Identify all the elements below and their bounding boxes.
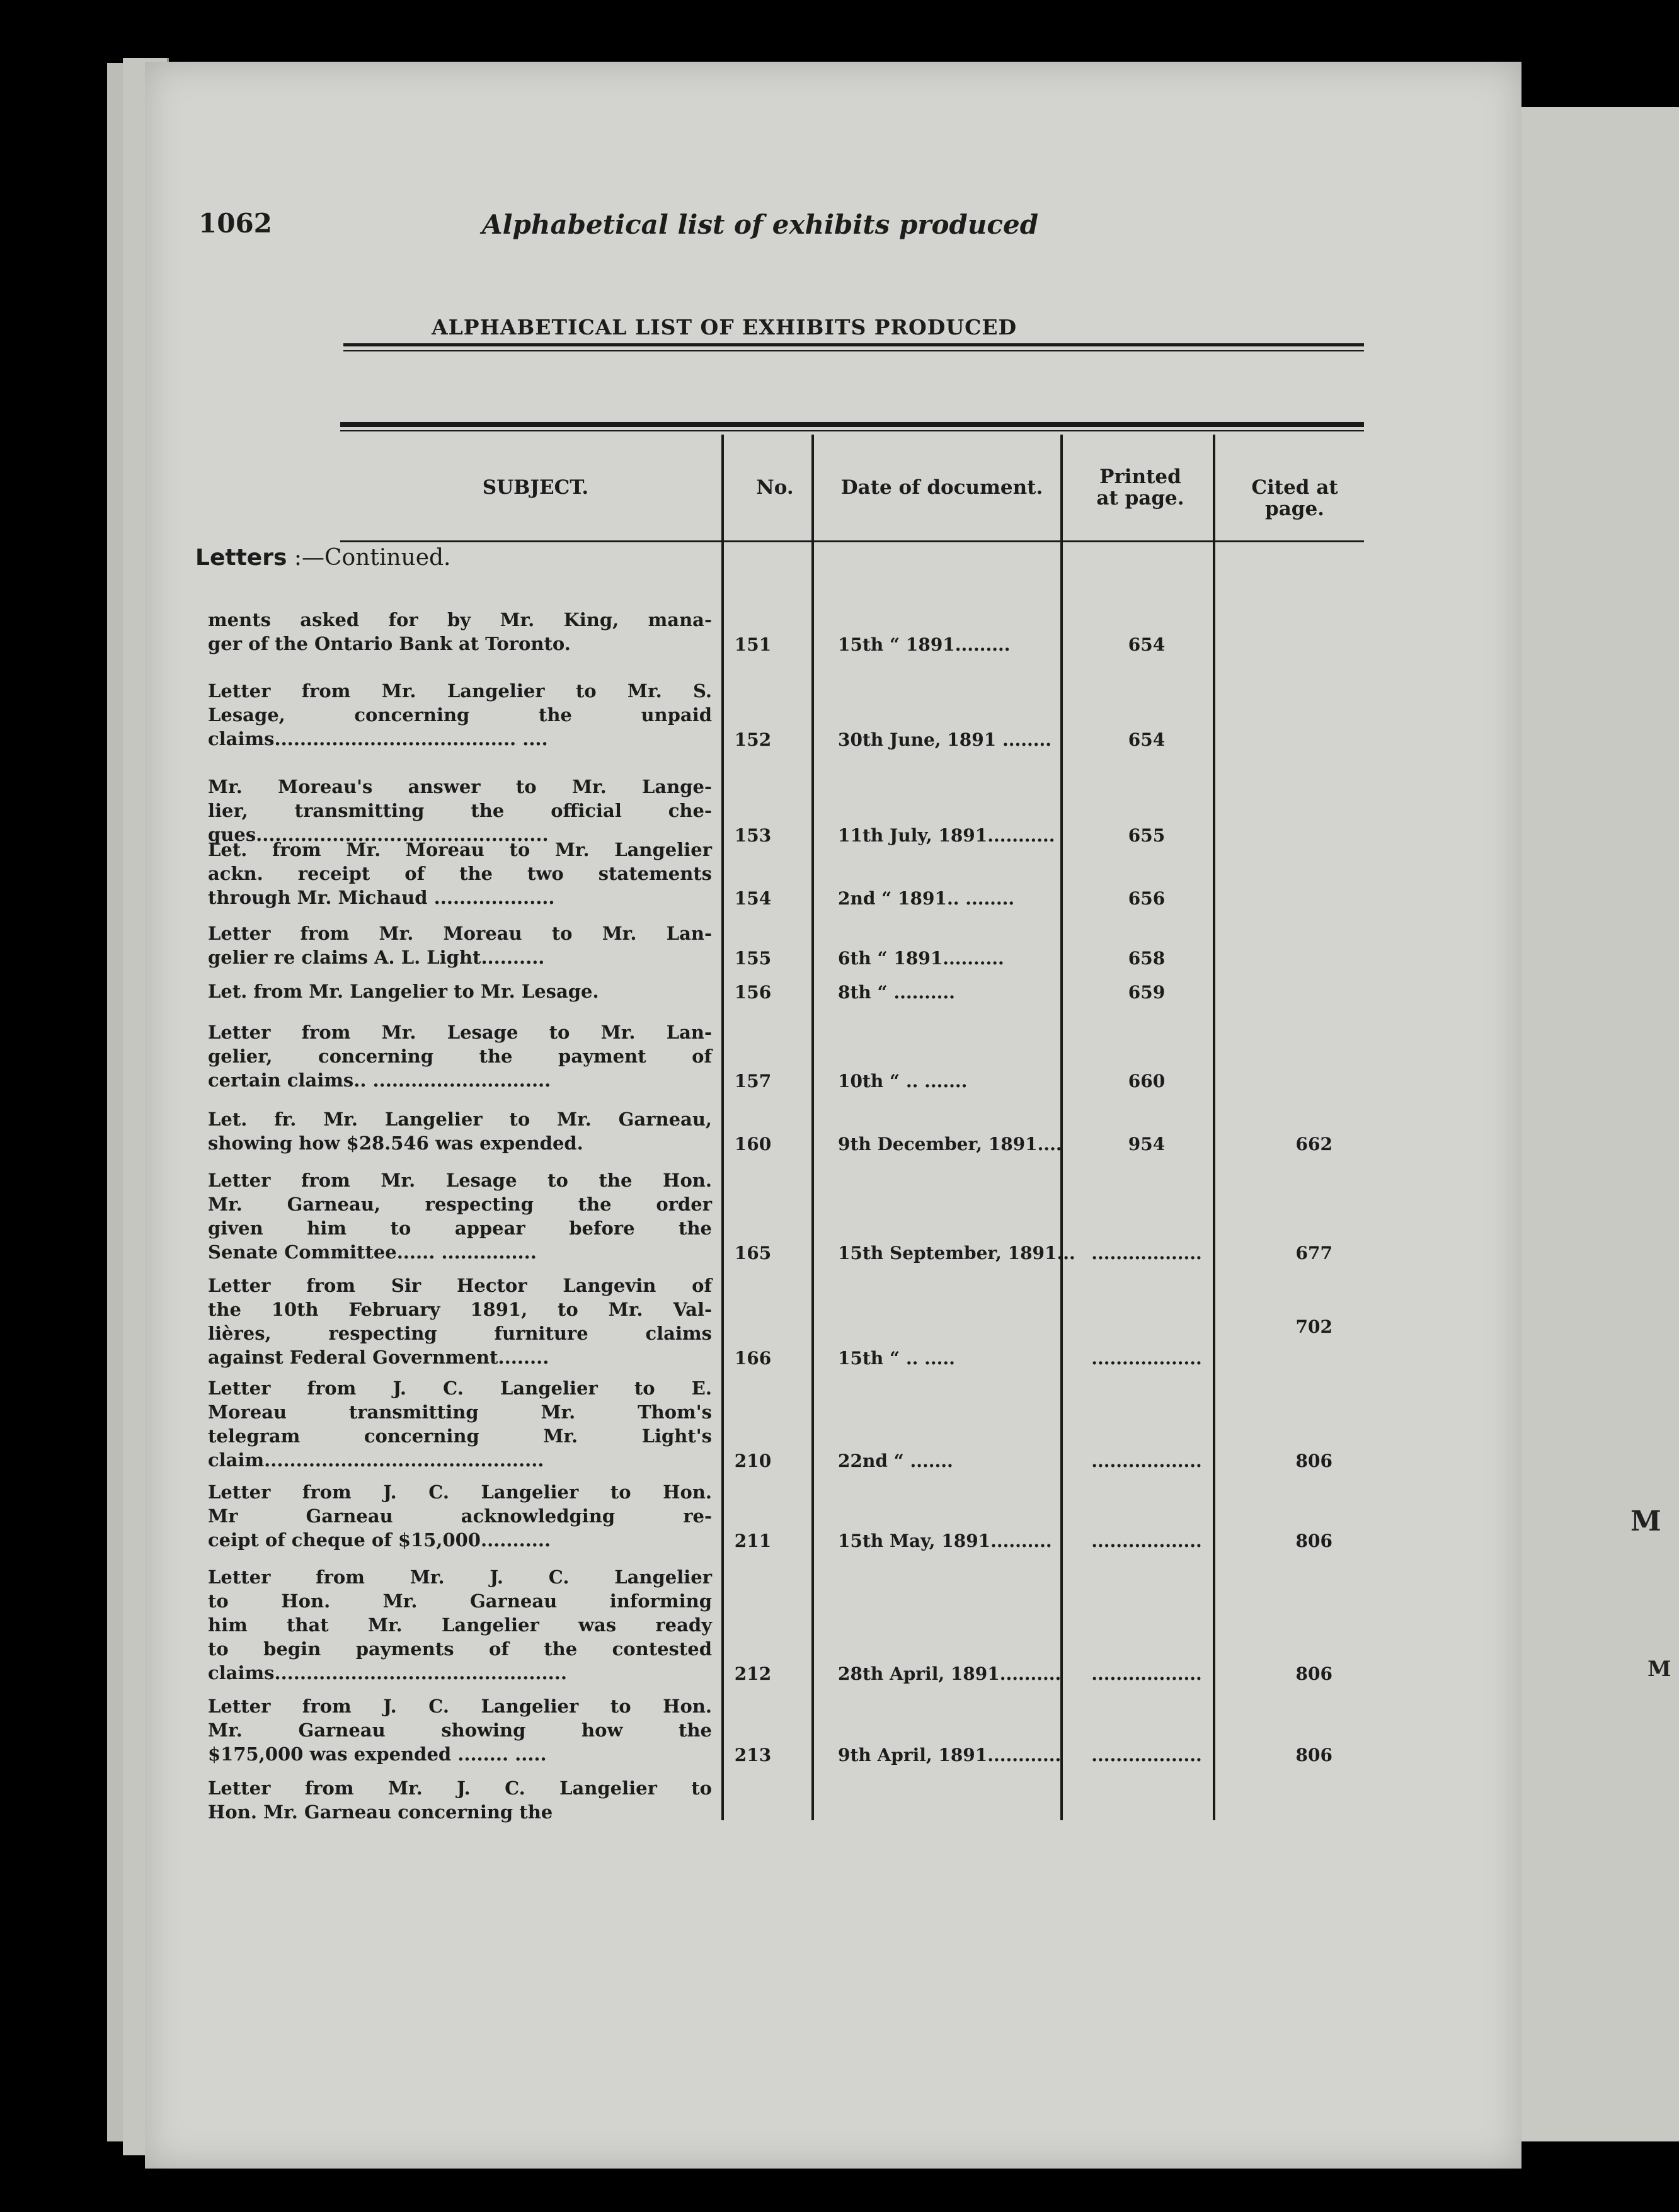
table-top-rule — [340, 422, 1364, 427]
header-rule — [343, 343, 1364, 346]
row-subject-line: Senate Committee...... ............... — [208, 1241, 537, 1263]
row-subject — [208, 1376, 712, 1472]
row-subject-line: claims...................................... .... — [208, 728, 548, 750]
row-printed-page: 660 — [1128, 1071, 1166, 1092]
row-date: 9th December, 1891.... — [838, 1134, 1062, 1154]
row-subject-line: claim............................................ — [208, 1449, 544, 1471]
section-label-rest: :—Continued. — [287, 545, 451, 571]
row-subject-line: ackn. receipt of the two statements — [208, 863, 712, 884]
row-subject-line: Letter from Mr. Lesage to Mr. Lan- — [208, 1022, 712, 1043]
row-number: 152 — [734, 729, 772, 750]
column-header-date: Date of document. — [840, 476, 1043, 499]
row-subject-line: certain claims.. ............................ — [208, 1069, 551, 1091]
row-subject-line: ceipt of cheque of $15,000........... — [208, 1529, 551, 1551]
row-cited-page: 662 — [1295, 1134, 1332, 1154]
row-subject — [208, 679, 712, 751]
row-subject — [208, 921, 712, 969]
row-number: 210 — [734, 1451, 772, 1471]
row-subject-line: Letter from J. C. Langelier to Hon. — [208, 1481, 712, 1503]
column-header-cited: Cited at page. — [1251, 476, 1338, 520]
row-subject-line: Hon. Mr. Garneau concerning the — [208, 1801, 553, 1823]
row-subject-line: given him to appear before the — [208, 1217, 712, 1239]
row-subject-line: Mr. Garneau, respecting the order — [208, 1194, 712, 1215]
row-subject-line: to begin payments of the contested — [208, 1638, 712, 1660]
header-rule — [343, 350, 1364, 351]
row-subject-line: Mr Garneau acknowledging re- — [208, 1505, 712, 1527]
row-subject-line: Letter from J. C. Langelier to E. — [208, 1377, 712, 1399]
row-subject-line: Letter from J. C. Langelier to Hon. — [208, 1696, 712, 1717]
row-cited-page: 702 — [1295, 1316, 1332, 1337]
row-date: 8th “ .......... — [838, 982, 955, 1003]
row-subject-line: Letter from Mr. Langelier to Mr. S. — [208, 680, 712, 702]
row-subject-line: against Federal Government........ — [208, 1347, 549, 1368]
row-subject — [208, 1694, 712, 1766]
adjacent-page-fragment: M — [1647, 1656, 1671, 1682]
column-divider — [721, 435, 724, 1820]
column-header-printed — [1065, 466, 1216, 509]
row-subject-line: to Hon. Mr. Garneau informing — [208, 1590, 712, 1612]
running-head: Alphabetical list of exhibits produced — [482, 209, 1039, 240]
row-subject-line: showing how $28.546 was expended. — [208, 1132, 583, 1154]
row-subject-line: gelier re claims A. L. Light.......... — [208, 947, 545, 968]
row-number: 156 — [734, 982, 772, 1003]
row-date: 30th June, 1891 ........ — [838, 729, 1052, 750]
row-subject — [208, 1480, 712, 1552]
row-subject-line: Let. from Mr. Langelier to Mr. Lesage. — [208, 981, 599, 1002]
row-subject-line: Letter from Sir Hector Langevin of — [208, 1275, 712, 1296]
row-subject — [208, 1107, 712, 1155]
row-printed-page: .................. — [1091, 1531, 1202, 1551]
row-date: 15th September, 1891... — [838, 1243, 1075, 1263]
row-subject-line: lier, transmitting the official che- — [208, 800, 712, 821]
row-date: 6th “ 1891.......... — [838, 948, 1004, 969]
row-printed-page: 659 — [1128, 982, 1166, 1003]
row-subject-line: him that Mr. Langelier was ready — [208, 1614, 712, 1636]
row-date: 9th April, 1891............ — [838, 1745, 1062, 1765]
row-subject-line: lières, respecting furniture claims — [208, 1323, 712, 1344]
row-printed-page: 654 — [1128, 729, 1166, 750]
row-number: 165 — [734, 1243, 772, 1263]
row-number: 153 — [734, 825, 772, 846]
row-printed-page: 655 — [1128, 825, 1166, 846]
section-label-bold: Letters — [195, 545, 287, 571]
header-bottom-rule — [340, 540, 1364, 542]
row-printed-page: 656 — [1128, 888, 1166, 909]
row-printed-page: .................. — [1091, 1348, 1202, 1369]
row-printed-page: 654 — [1128, 634, 1166, 655]
row-subject-line: Moreau transmitting Mr. Thom's — [208, 1401, 712, 1423]
row-number: 212 — [734, 1663, 772, 1684]
row-subject-line: gelier, concerning the payment of — [208, 1046, 712, 1067]
row-subject-line: $175,000 was expended ........ ..... — [208, 1743, 547, 1765]
row-date: 10th “ .. ....... — [838, 1071, 968, 1092]
row-number: 151 — [734, 634, 772, 655]
adjacent-page-edge — [1515, 107, 1679, 2141]
adjacent-page-fragment: M — [1630, 1505, 1661, 1537]
page-number: 1062 — [198, 208, 272, 239]
row-printed-page: 954 — [1128, 1134, 1166, 1154]
row-subject — [208, 608, 712, 656]
row-number: 211 — [734, 1531, 772, 1551]
row-subject-line: the 10th February 1891, to Mr. Val- — [208, 1299, 712, 1320]
row-cited-page: 806 — [1295, 1531, 1332, 1551]
column-header-subject: SUBJECT. — [482, 476, 589, 499]
row-number: 160 — [734, 1134, 772, 1154]
table-title: ALPHABETICAL LIST OF EXHIBITS PRODUCED — [432, 315, 1017, 339]
row-subject-line: Letter from Mr. J. C. Langelier — [208, 1566, 712, 1588]
row-subject — [208, 1776, 712, 1824]
column-divider — [1060, 435, 1063, 1820]
row-subject-line: Let. from Mr. Moreau to Mr. Langelier — [208, 839, 712, 860]
row-subject — [208, 838, 712, 909]
column-header-no: No. — [756, 476, 794, 499]
row-subject-line: Lesage, concerning the unpaid — [208, 704, 712, 726]
row-subject-line: Mr. Garneau showing how the — [208, 1719, 712, 1741]
row-date: 15th “ .. ..... — [838, 1348, 955, 1369]
row-number: 213 — [734, 1745, 772, 1765]
row-number: 166 — [734, 1348, 772, 1369]
row-cited-page: 806 — [1295, 1745, 1332, 1765]
row-subject-line: telegram concerning Mr. Light's — [208, 1425, 712, 1447]
row-date: 28th April, 1891.......... — [838, 1663, 1062, 1684]
row-subject-line: Mr. Moreau's answer to Mr. Lange- — [208, 776, 712, 797]
row-subject — [208, 1020, 712, 1092]
section-label — [195, 545, 451, 571]
row-printed-page: .................. — [1091, 1243, 1202, 1263]
row-printed-page: .................. — [1091, 1745, 1202, 1765]
row-subject — [208, 1274, 712, 1369]
row-number: 157 — [734, 1071, 772, 1092]
row-date: 2nd “ 1891.. ........ — [838, 888, 1015, 909]
row-subject-line: Letter from Mr. Moreau to Mr. Lan- — [208, 923, 712, 944]
row-subject — [208, 979, 712, 1003]
row-cited-page: 806 — [1295, 1451, 1332, 1471]
row-date: 15th May, 1891.......... — [838, 1531, 1052, 1551]
column-header-printed-line1: Printed — [1099, 465, 1181, 488]
row-subject — [208, 1565, 712, 1685]
column-header-printed-line2: at page. — [1096, 487, 1184, 510]
row-subject-line: ments asked for by Mr. King, mana- — [208, 609, 712, 630]
row-printed-page: 658 — [1128, 948, 1166, 969]
row-cited-page: 677 — [1295, 1243, 1332, 1263]
row-date: 11th July, 1891........... — [838, 825, 1055, 846]
row-subject — [208, 775, 712, 847]
table-top-rule — [340, 430, 1364, 431]
row-subject-line: Let. fr. Mr. Langelier to Mr. Garneau, — [208, 1109, 712, 1130]
column-divider — [811, 435, 814, 1820]
row-number: 155 — [734, 948, 772, 969]
row-subject-line: claims.............................................. — [208, 1662, 567, 1684]
row-subject-line: through Mr. Michaud ................... — [208, 887, 555, 908]
row-subject-line: Letter from Mr. Lesage to the Hon. — [208, 1170, 712, 1191]
row-cited-page: 806 — [1295, 1663, 1332, 1684]
row-subject-line: Letter from Mr. J. C. Langelier to — [208, 1777, 712, 1799]
row-subject-line: ques.............................................. — [208, 824, 549, 845]
row-printed-page: .................. — [1091, 1451, 1202, 1471]
row-subject-line: ger of the Ontario Bank at Toronto. — [208, 633, 571, 654]
row-date: 22nd “ ....... — [838, 1451, 953, 1471]
row-subject — [208, 1168, 712, 1264]
row-number: 154 — [734, 888, 772, 909]
row-date: 15th “ 1891......... — [838, 634, 1011, 655]
row-printed-page: .................. — [1091, 1663, 1202, 1684]
